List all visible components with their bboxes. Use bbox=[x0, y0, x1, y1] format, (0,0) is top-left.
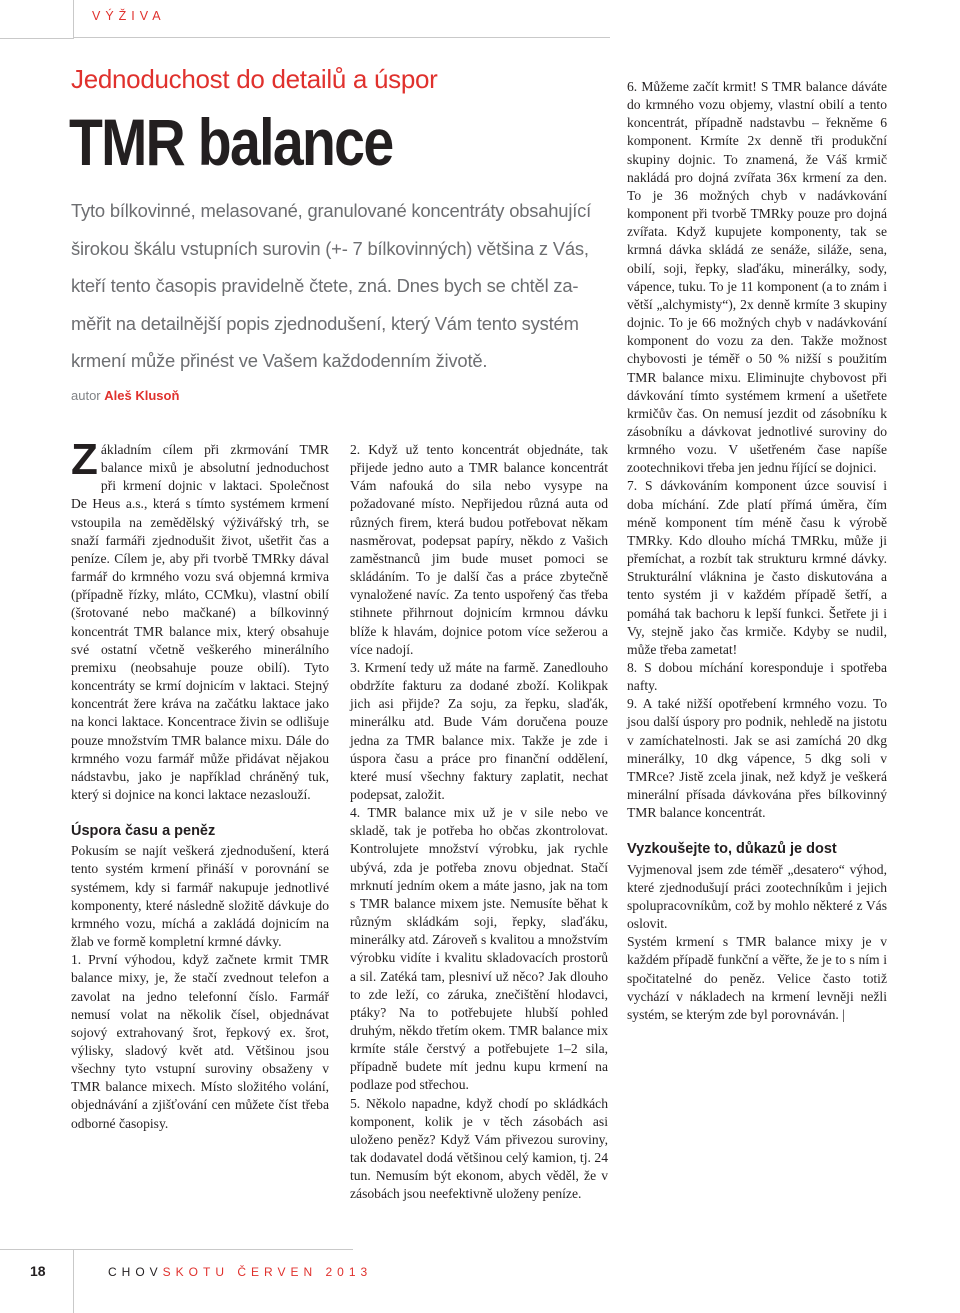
intro-paragraph bbox=[71, 435, 329, 804]
paragraph: Systém krmení s TMR balance mixy je v každém případě funkční a věřte, že je to s ním i spočitatelné do peněz. Velice často totiž vychází v nákladech na krmení levněji nežli systém, se kterým zde byl porovnáván. | bbox=[627, 934, 887, 1022]
paragraph: 3. Krmení tedy už máte na farmě. Zanedlouho obdržíte fakturu za dodané zboží. Kolikpak jich asi přijde? Za soju, za řepku, slaďák, minerálku atd. Bude Vám doručena pouze jedna za TMR balance mix. Takže je zde i úspora času a práce pro finanční oddělení, které musí všechny faktury zaplatit, nechat podepsat, založit. bbox=[350, 659, 608, 802]
column-3 bbox=[627, 78, 887, 1024]
article-title: TMR balance bbox=[69, 105, 393, 179]
paragraph: Pokusím se najít veškerá zjednodušení, která tento systém krmení přináší v porovnání se systémem, kdy si farmář nakupuje jednotlivé komponenty, které následně složitě dávkuje do krmného vozu, míchá a zakládá dojnicím na žlab ve formě kompletní krmné dávky. bbox=[71, 843, 329, 950]
paragraph: 9. A také nižší opotřebení krmného vozu. To jsou další úspory pro podnik, nehledě na jistotu v zamíchatelnosti. Jak se asi zamíchá 20 dkg minerálky, 10 dkg vápence, 5 dkg soli v TMRce? Jistě zcela jinak, než když je veškerá minerální přísada dávkována přes bílkovinný TMR balance koncentrát. bbox=[627, 696, 887, 821]
column-1 bbox=[71, 435, 329, 1133]
author-prefix: autor bbox=[71, 388, 101, 403]
author-line bbox=[71, 388, 179, 403]
header-rule bbox=[73, 37, 610, 38]
drop-cap: Z bbox=[71, 435, 98, 484]
magazine-footer bbox=[108, 1265, 372, 1279]
magazine-name-a: CHOV bbox=[108, 1265, 163, 1279]
issue-date: ČERVEN 2013 bbox=[237, 1265, 373, 1279]
footer-rule bbox=[73, 1249, 353, 1250]
lead-line: měřit na detailnější popis zjednodušení, který Vám tento systém bbox=[71, 312, 579, 334]
paragraph: 6. Můžeme začít krmit! S TMR balance dáváte do krmného vozu objemy, vlastní obilí a tento koncentrát, případně nadstavbu – řekněme 6 komponent. Krmíte 2x denně tři produkční skupiny dojnic. To znamená, že Váš krmič nakládá pro dojná zvířata 36x krmení za den. To je 36 možných chyb v nadávkování komponent při tvorbě TMRky pouze pro dojná zvířata. Když kupujete komponenty, tak se krmná dávka skládá ze senáže, siláže, sena, obilí, soji, řepky, slaďáku, minerálky, sody, vápence, tuku. To je 11 komponent (a to znám i větší „alchymisty“), 2x denně krmíte 3 skupiny dojnic. To je 66 možných chyb v nadávkování komponent do vozu za den. Takže možnost chybovosti je téměř o 50 % nižší s použitím TMR balance mixu. Eliminujte chybovost při dávkování tímto systémem krmení a ušetřete krmičův čas. On nemusí jezdit od zásobníku k zásobníku a dávkovat jednotlivé suroviny do krmného vozu. V ušetřeném čase napíše zootechnikovi třeba jen jednu říjící se dojnici. bbox=[627, 79, 887, 476]
magazine-name-b: SKOTU bbox=[162, 1265, 230, 1279]
lead-line: kteří tento časopis pravidelně čtete, zná. Dnes bych se chtěl za- bbox=[71, 275, 579, 296]
lead-line: Tyto bílkovinné, melasované, granulované koncentráty obsahující bbox=[71, 200, 592, 221]
column-2 bbox=[350, 441, 608, 1204]
article-lead bbox=[71, 192, 611, 380]
paragraph: 7. S dávkováním komponent úzce souvisí i doba míchání. Zde platí přímá úměra, čím méně komponent tím méně času k výrobě TMRky. Kdo dlouho míchá TMRku, může ji přemíchat, a rozbít tak strukturu krmné dávky. Strukturální vláknina je často diskutována a tento systém ji v každém případě šetří, a pomáhá tak bachoru k lepší funkci. Šetřete ji i Vy, stejně jako čas krmiče. Kdyby se nudil, může třeba zametat! bbox=[627, 478, 887, 657]
paragraph: 4. TMR balance mix už je v sile nebo ve skladě, tak je potřeba ho občas zkontrolovat. Kontrolujete množství výrobku, jak rychle ubývá, zda je potřeba znovu objednat. Stačí mrknutí jedním okem a máte jasno, jak na tom s TMR balance mixem jste. Nemusíte běhat k různým skládkám soji, řepky, slaďáku, minerálky atd. Zároveň s kvalitou a množstvím výrobku vidíte i kvalitu skladovacích prostorů a sil. Zatéká tam, plesniví už něco? Jak dlouho to zde leží, co záruka, znečištění hlodavci, ptáky? Na to potřebujete hlubší pohled druhým, někdo třetím okem. TMR balance mix krmíte stále čerstvý a potřebujete 1–2 sila, případně budete mít jednu kupu krmení na podlaze pod střechou. bbox=[350, 805, 608, 1093]
paragraph: Vyjmenoval jsem zde téměř „desatero“ výhod, které zjednodušují práci zootechníkům i jejich spolupracovníkům, což by mohlo některé z Vás oslovit. bbox=[627, 861, 887, 932]
paragraph: 2. Když už tento koncentrát objednáte, tak přijede jedno auto a TMR balance koncentrát Vám nafouká do sila nebo vysype na požadované místo. Nepřijedou různá auta od různých firem, která budou potřebovat někam nasměrovat, podepsat papíry, někdo z Vašich zaměstnanců jim bude muset pomoci se skládáním. To je další čas a práce zbytečně vynaložené navíc. Za tento uspořený čas třeba stihnete přihrnout dojnicím krmnou dávku blíže k hlavám, dojnice potom více sežerou a více nadojí. bbox=[350, 442, 608, 657]
subheading-try-it: Vyzkoušejte to, důkazů je dost bbox=[627, 841, 837, 858]
intro-text: ákladním cílem při zkrmování TMR balance mixů je absolutní jednoduchost při krmení dojnic v laktaci. Společnost De Heus a.s., která s tímto systémem krmení vstoupila na zemědělský výživářský trh, se snaží farmáři zjednodušit život, ušetřit čas a peníze. Cílem je, aby při tvorbě TMRky dával farmář do krmného vozu svá objemná krmiva (případně řízky, mláto, CCMku), vlastní obilí (šrotované nebo mačkané) a bílkovinný koncentrát TMR balance mix, který obsahuje své ostatní včetně veškerého minerálního premixu (neobsahuje pouze obilí). Tyto koncentráty se krmí dojnicím v laktaci. Stejný koncentrát žere kráva na začátku laktace jako na konci laktace. Koncentrace živin se odlišuje pouze množstvím TMR balance mixu. Dále do krmného vozu farmář může přidávat nějakou nádstavbu, jako je například chráněný tuk, který si dojnice na konci laktace nezaslouží. bbox=[71, 442, 329, 802]
footer-rule-box bbox=[0, 1249, 74, 1313]
paragraph: 1. První výhodou, když začnete krmit TMR balance mixy, je, že stačí zvednout telefon a zavolat na jedno telefonní číslo. Farmář nemusí volat na několik čísel, objednávat sojový extrahovaný šrot, řepkový ex. šrot, výlisky, sladový květ atd. Většinou jsou všechny tyto vstupní suroviny obsaženy v TMR balance mixech. Místo složitého volání, objednávání a zjišťování cen můžete číst třeba odborné časopisy. bbox=[71, 952, 329, 1131]
section-label: VÝŽIVA bbox=[92, 9, 166, 23]
header-rule-box bbox=[0, 0, 74, 39]
page-number: 18 bbox=[30, 1263, 46, 1279]
author-name: Aleš Klusoň bbox=[104, 388, 180, 403]
paragraph: 5. Několo napadne, když chodí po skládkách komponent, kolik je v těch zásobách asi uloženo peněz? Když Vám přivezou suroviny, tak dodavatel dodá většinou celý kamion, tj. 24 tun. Nemusím být ekonom, abych věděl, že v zásobách jsou neefektivně uloženy peníze. bbox=[350, 1095, 608, 1202]
paragraph: 8. S dobou míchání koresponduje i spotřeba nafty. bbox=[627, 660, 887, 694]
lead-line: širokou škálu vstupních surovin (+- 7 bílkovinných) většina z Vás, bbox=[71, 237, 589, 259]
article-subtitle: Jednoduchost do detailů a úspor bbox=[71, 64, 438, 94]
lead-line: krmení může přinést ve Vašem každodenním životě. bbox=[71, 350, 488, 371]
subheading-savings: Úspora času a peněz bbox=[71, 823, 216, 840]
